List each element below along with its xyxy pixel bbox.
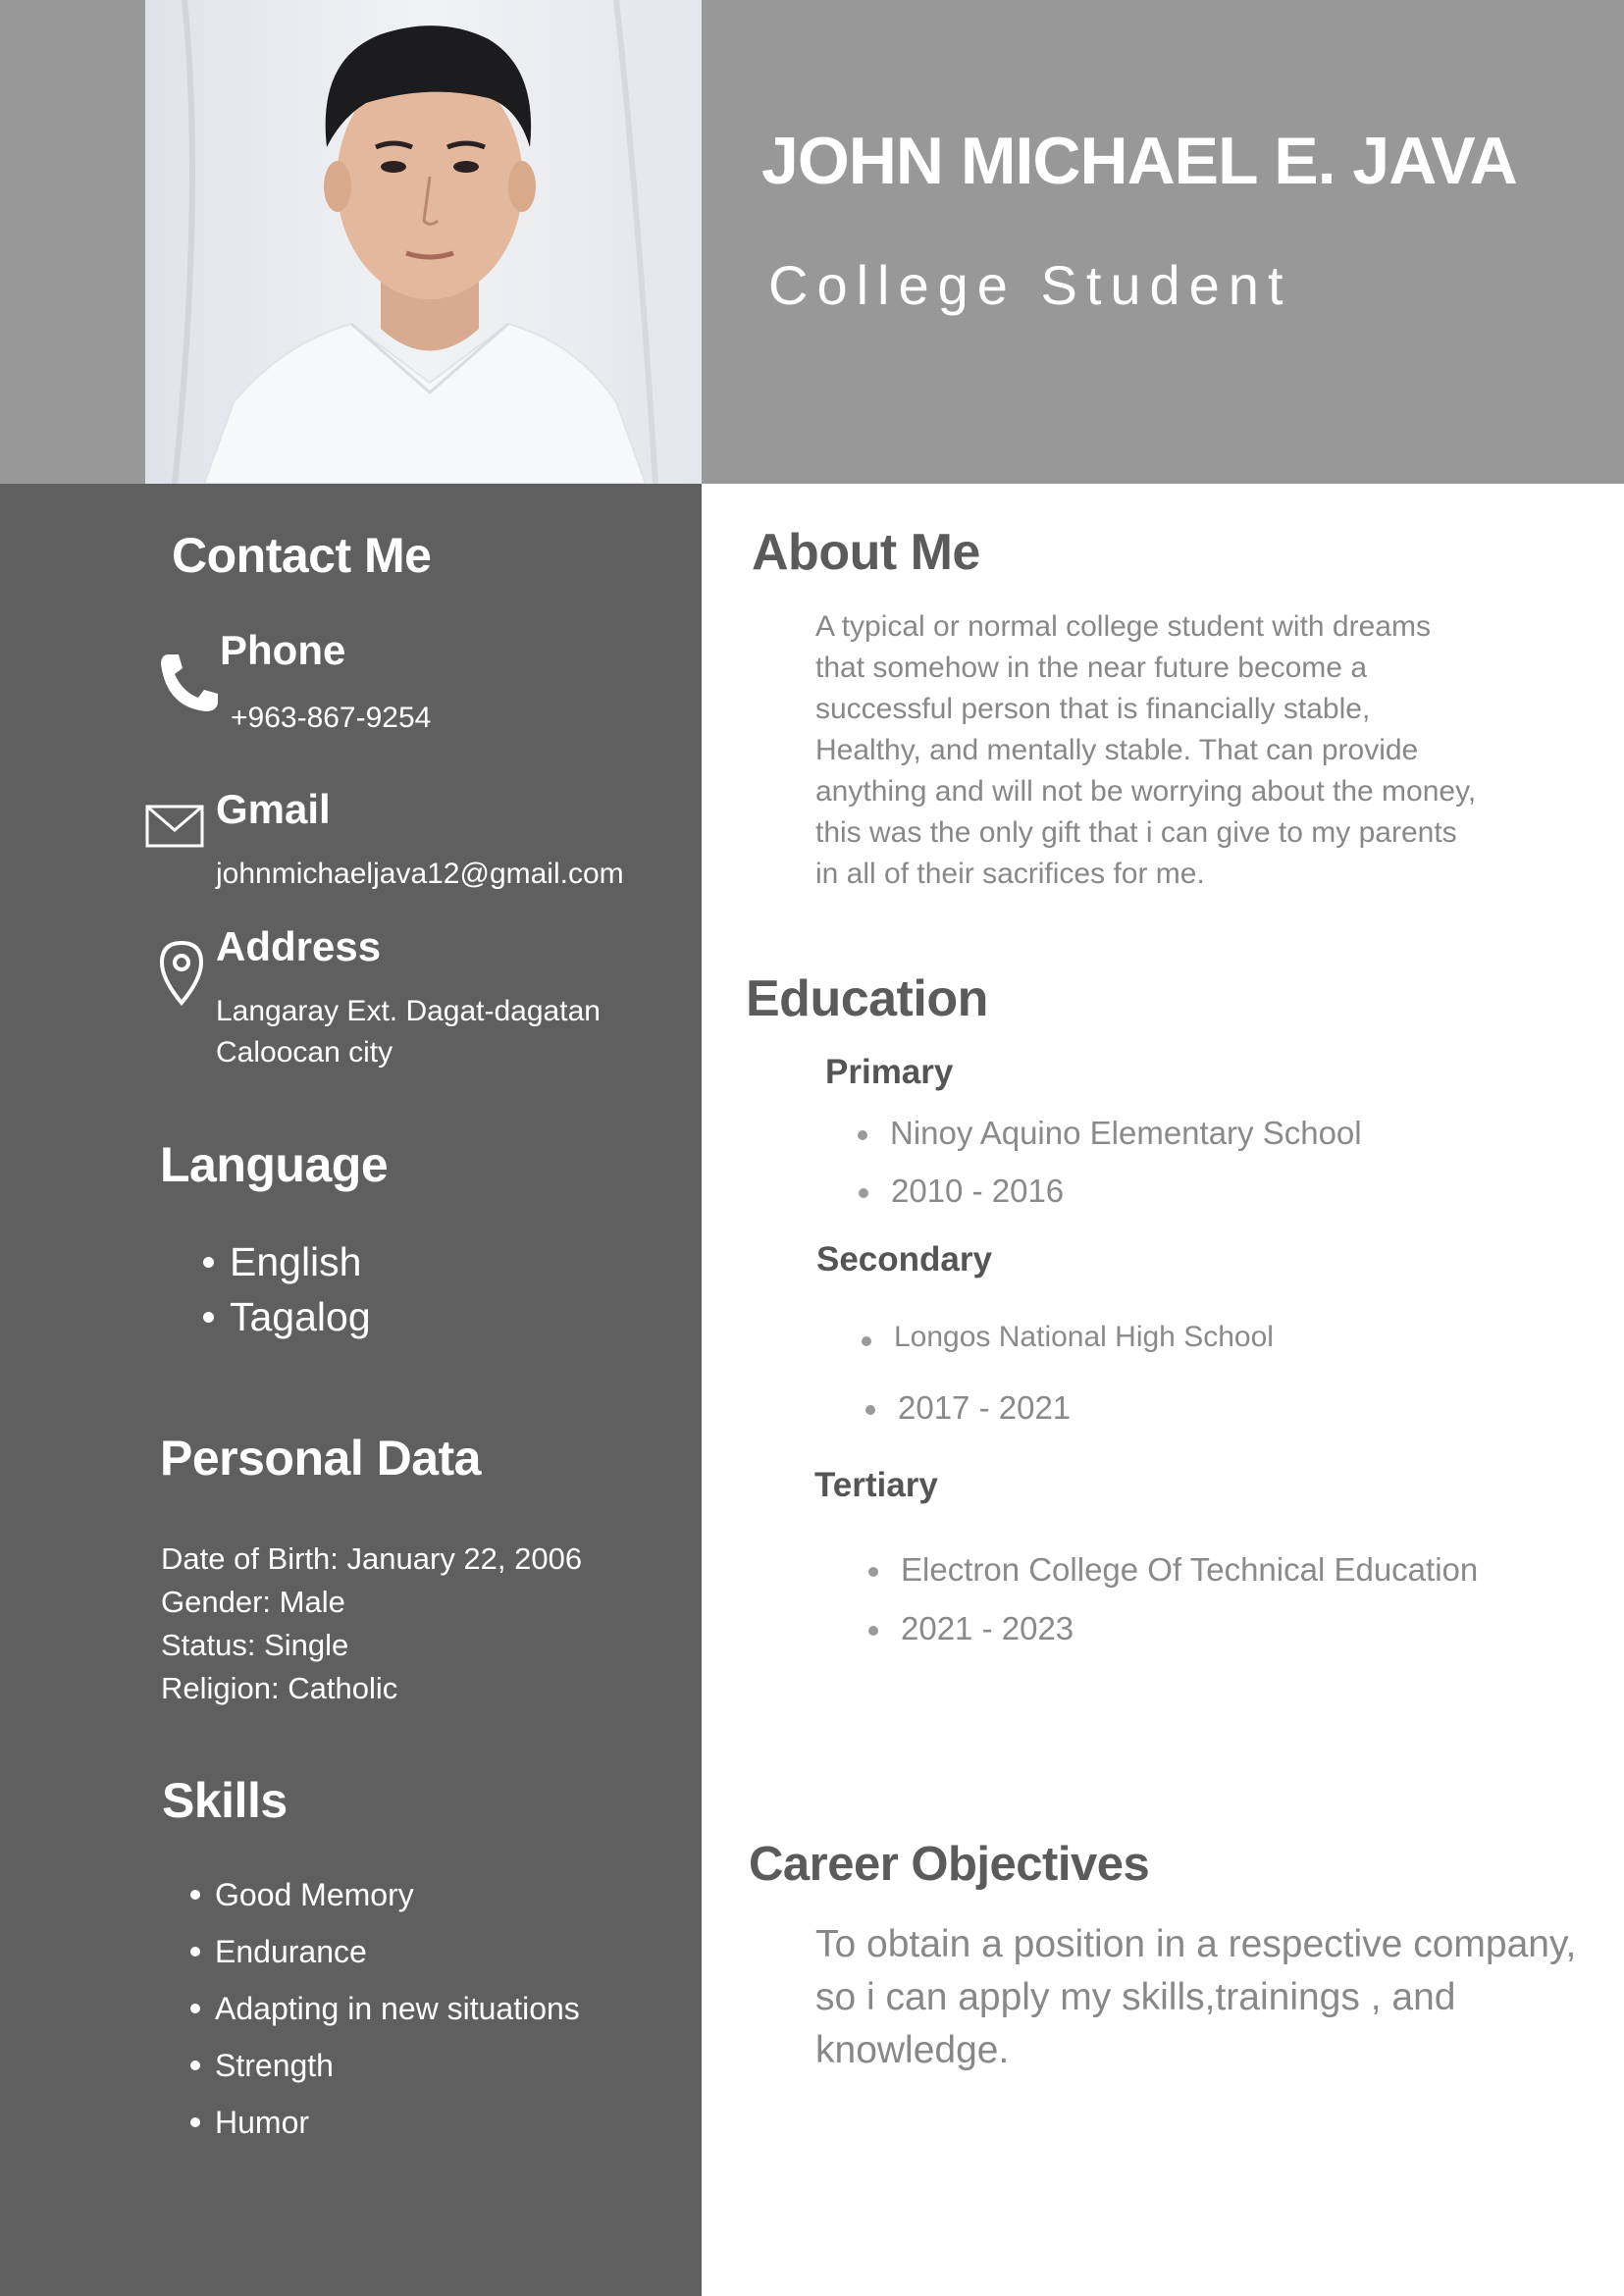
skill-item: Humor [215, 2094, 580, 2151]
phone-value[interactable]: +963-867-9254 [231, 702, 432, 734]
gender: Gender: Male [161, 1585, 345, 1619]
language-list [230, 1234, 371, 1344]
status: Status: Single [161, 1628, 349, 1662]
career-heading: Career Objectives [749, 1838, 1150, 1891]
edu-primary-school: Ninoy Aquino Elementary School [890, 1115, 1362, 1151]
skill-item: Strength [215, 2037, 580, 2094]
skill-item: Adapting in new situations [215, 1980, 580, 2037]
address-line2: Caloocan city [216, 1036, 393, 1069]
about-text: A typical or normal college student with dreams that somehow in the near future become a successful person that is financially stable, Healthy, and mentally stable. That can provide anything and will not be worrying about the money, this was the only gift that i can give to my parents in all of their sacrifices for me. [815, 610, 1477, 890]
career-text: To obtain a position in a respective company, so i can apply my skills,trainings , and knowledge. [815, 1923, 1577, 2071]
skill-item: Endurance [215, 1923, 580, 1980]
language-item: English [230, 1234, 371, 1289]
mail-icon [145, 805, 204, 848]
religion: Religion: Catholic [161, 1671, 398, 1705]
edu-tertiary-label: Tertiary [814, 1466, 938, 1504]
location-pin-icon [159, 940, 204, 1007]
gmail-value[interactable]: johnmichaeljava12@gmail.com [216, 858, 624, 890]
edu-primary-years: 2010 - 2016 [891, 1173, 1065, 1209]
edu-secondary-years: 2017 - 2021 [898, 1389, 1072, 1426]
address-label: Address [216, 923, 382, 969]
profile-photo-illustration [145, 0, 702, 484]
skills-list [215, 1866, 580, 2151]
edu-primary-label: Primary [825, 1053, 954, 1091]
language-heading: Language [160, 1137, 389, 1192]
candidate-role: College Student [768, 254, 1292, 316]
phone-label: Phone [220, 627, 346, 673]
contact-heading: Contact Me [172, 528, 432, 583]
skill-item: Good Memory [215, 1866, 580, 1923]
about-heading: About Me [752, 524, 980, 581]
profile-photo [145, 0, 702, 484]
skills-heading: Skills [162, 1773, 288, 1828]
gmail-label: Gmail [216, 786, 331, 832]
edu-tertiary-school: Electron College Of Technical Education [901, 1551, 1479, 1588]
edu-tertiary-years: 2021 - 2023 [901, 1610, 1074, 1646]
education-heading: Education [746, 970, 988, 1027]
edu-secondary-school: Longos National High School [894, 1321, 1274, 1353]
address-line1: Langaray Ext. Dagat-dagatan [216, 995, 601, 1027]
edu-secondary-label: Secondary [816, 1240, 992, 1278]
personal-data-heading: Personal Data [160, 1431, 481, 1486]
candidate-name: JOHN MICHAEL E. JAVA [761, 124, 1517, 198]
personal-data-block [161, 1538, 582, 1710]
date-of-birth: Date of Birth: January 22, 2006 [161, 1541, 583, 1576]
phone-icon [157, 651, 222, 715]
language-item: Tagalog [230, 1289, 371, 1344]
